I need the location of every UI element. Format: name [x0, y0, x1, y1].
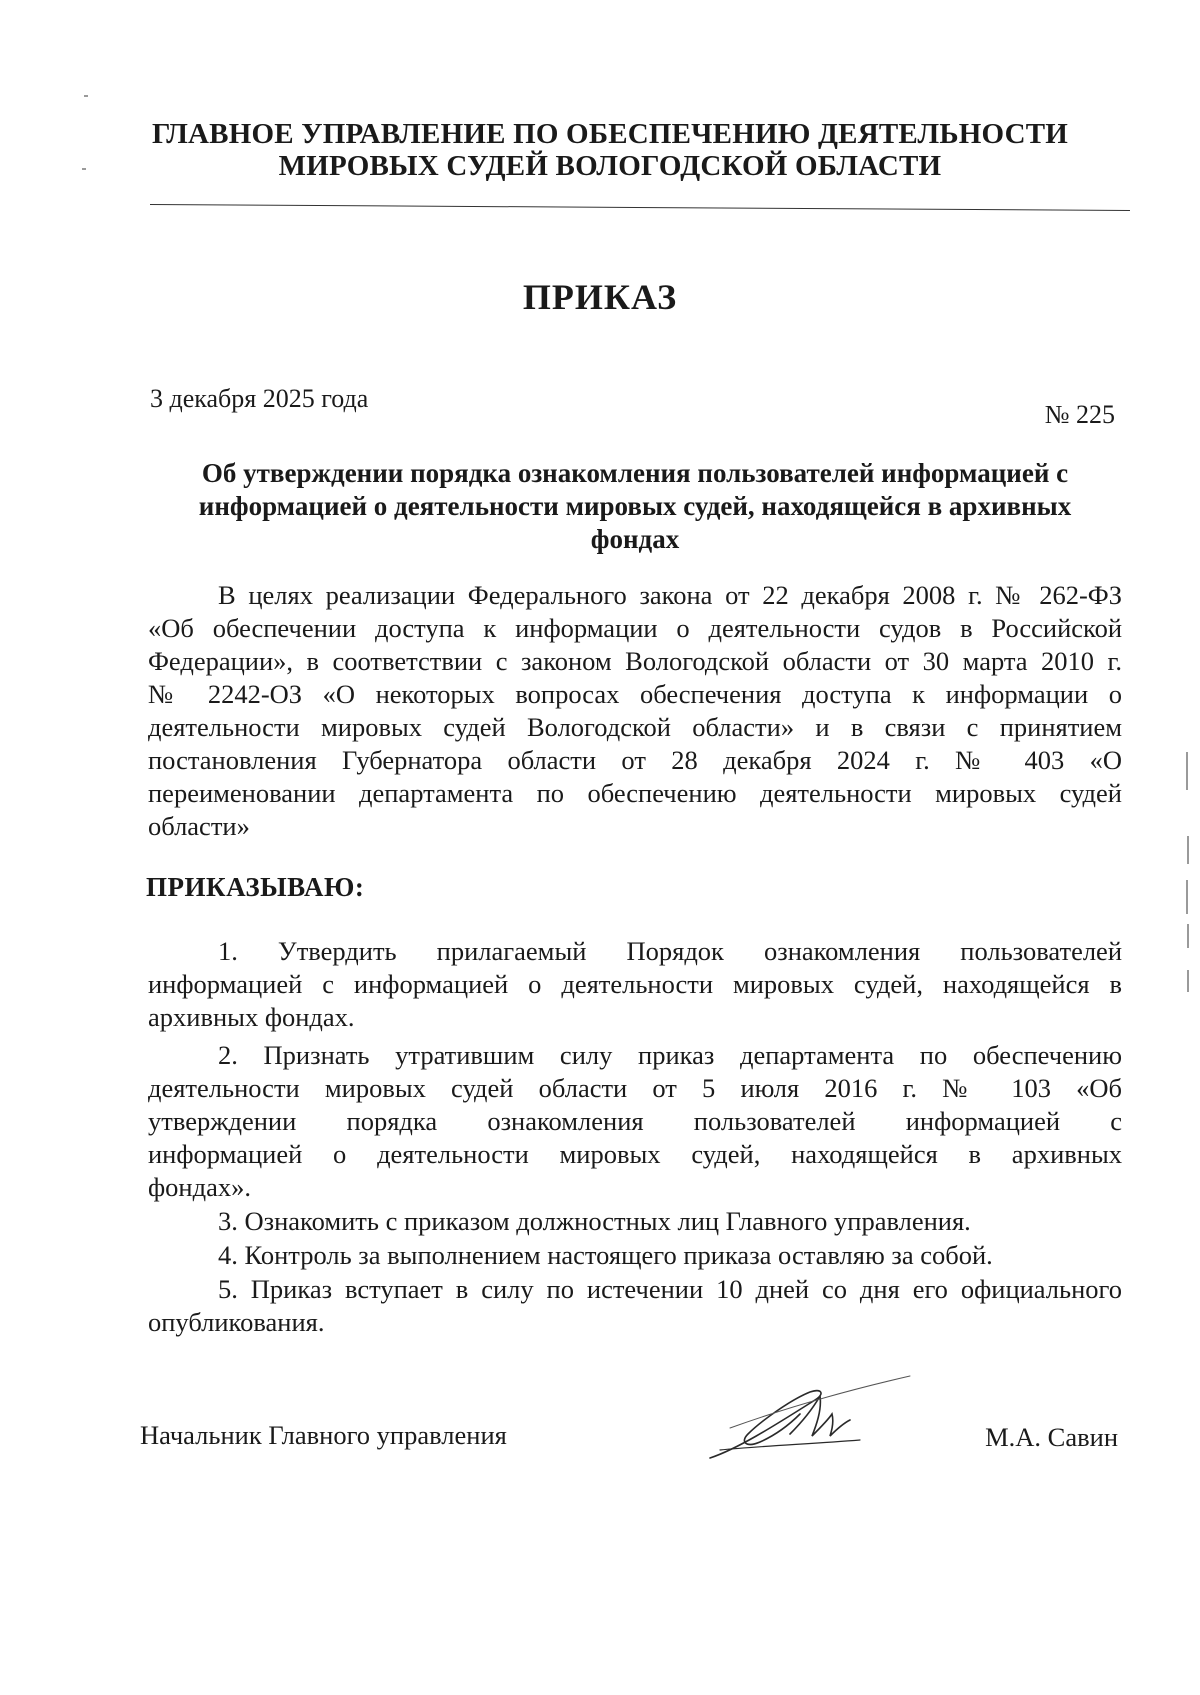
header-divider	[150, 204, 1130, 211]
item-2-line: фондах».	[148, 1172, 251, 1202]
subject-line-2: информацией о деятельности мировых судей, находящейся в архивных	[198, 491, 1072, 521]
item-2-line: 2. Признать утратившим силу приказ департамента по обеспечению	[218, 1040, 1122, 1070]
item-2-line: информацией о деятельности мировых судей, находящейся в архивных	[148, 1139, 1122, 1169]
item-3-line: 3. Ознакомить с приказом должностных лиц Главного управления.	[218, 1206, 971, 1236]
scan-artifact	[84, 95, 88, 97]
scan-artifact	[1187, 924, 1189, 948]
scan-artifact	[1187, 970, 1189, 992]
preamble-line: «Об обеспечении доступа к информации о деятельности судов в Российской	[148, 613, 1122, 643]
scan-artifact	[82, 168, 86, 170]
header-line-2: МИРОВЫХ СУДЕЙ ВОЛОГОДСКОЙ ОБЛАСТИ	[278, 150, 942, 182]
document-number: № 225	[1044, 400, 1115, 429]
item-5-line: 5. Приказ вступает в силу по истечении 10 дней со дня его официального	[218, 1274, 1122, 1304]
header-line-1: ГЛАВНОЕ УПРАВЛЕНИЕ ПО ОБЕСПЕЧЕНИЮ ДЕЯТЕЛЬНОСТИ	[151, 118, 1069, 150]
scan-artifact	[1186, 752, 1188, 790]
subject-line-3: фондах	[590, 524, 680, 554]
preamble-line: Федерации», в соответствии с законом Вологодской области от 30 марта 2010 г.	[148, 646, 1122, 676]
signatory-name: М.А. Савин	[985, 1422, 1118, 1452]
preamble-line: В целях реализации Федерального закона от 22 декабря 2008 г. № 262-ФЗ	[218, 580, 1122, 610]
item-1-line: архивных фондах.	[148, 1002, 355, 1032]
item-4-line: 4. Контроль за выполнением настоящего приказа оставляю за собой.	[218, 1240, 993, 1270]
subject-line-1: Об утверждении порядка ознакомления пользователей информацией с	[201, 458, 1069, 488]
preamble-line: № 2242-ОЗ «О некоторых вопросах обеспечения доступа к информации о	[148, 679, 1122, 709]
document-title: ПРИКАЗ	[522, 277, 678, 317]
order-word: ПРИКАЗЫВАЮ:	[146, 872, 365, 902]
scan-artifact	[1186, 880, 1188, 914]
item-1-line: информацией с информацией о деятельности мировых судей, находящейся в	[148, 969, 1122, 999]
preamble-line: деятельности мировых судей Вологодской области» и в связи с принятием	[148, 712, 1122, 742]
preamble-line: области»	[148, 811, 250, 841]
preamble-line: переименовании департамента по обеспечению деятельности мировых судей	[148, 778, 1122, 808]
signatory-position: Начальник Главного управления	[140, 1420, 507, 1450]
item-2-line: утверждении порядка ознакомления пользователей информацией с	[148, 1106, 1122, 1136]
item-2-line: деятельности мировых судей области от 5 июля 2016 г. № 103 «Об	[148, 1073, 1122, 1103]
document-date: 3 декабря 2025 года	[150, 384, 369, 413]
item-1-line: 1. Утвердить прилагаемый Порядок ознакомления пользователей	[218, 936, 1122, 966]
handwritten-signature	[700, 1370, 920, 1470]
preamble-line: постановления Губернатора области от 28 декабря 2024 г. № 403 «О	[148, 745, 1122, 775]
item-5-line: опубликования.	[148, 1307, 325, 1337]
scan-artifact	[1187, 836, 1189, 864]
